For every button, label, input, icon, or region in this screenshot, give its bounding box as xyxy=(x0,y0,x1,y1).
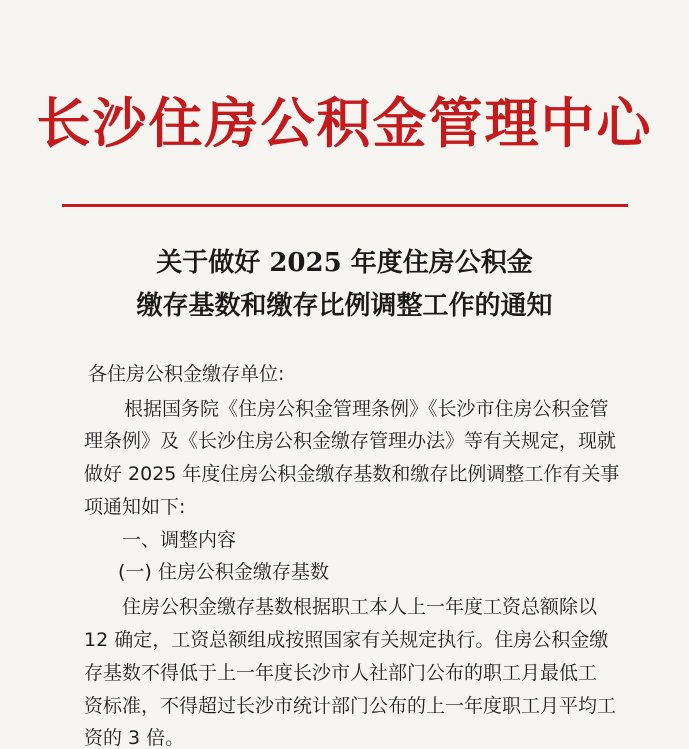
subsection-1-line-1: 住房公积金缴存基数根据职工本人上一年度工资总额除以 xyxy=(122,596,598,618)
section-1-heading: 一、调整内容 xyxy=(122,529,237,551)
subsection-1-line-3: 存基数不得低于上一年度长沙市人社部门公布的职工月最低工 xyxy=(84,662,598,684)
intro-line-1: 根据国务院《住房公积金管理条例》《长沙市住房公积金管 xyxy=(124,398,609,420)
intro-line-4: 项通知如下: xyxy=(84,496,186,518)
document-title-line-2: 缴存基数和缴存比例调整工作的通知 xyxy=(136,291,553,321)
subsection-1-line-5: 资的 3 倍。 xyxy=(84,727,185,749)
document-title-line-1: 关于做好 2025 年度住房公积金 xyxy=(156,248,533,278)
subsection-1-line-2: 12 确定，工资总额组成按照国家有关规定执行。住房公积金缴 xyxy=(84,629,609,651)
subsection-1-heading: (一) 住房公积金缴存基数 xyxy=(118,561,329,583)
intro-line-2: 理条例》及《长沙住房公积金缴存管理办法》等有关规定，现就 xyxy=(84,430,617,452)
red-header-rule xyxy=(62,204,628,207)
subsection-1-line-4: 资标准，不得超过长沙市统计部门公布的上一年度职工月平均工 xyxy=(84,695,617,717)
issuing-organization-header: 长沙住房公积金管理中心 xyxy=(36,91,653,155)
salutation: 各住房公积金缴存单位: xyxy=(88,363,285,385)
intro-line-3: 做好 2025 年度住房公积金缴存基数和缴存比例调整工作有关事 xyxy=(84,463,620,485)
